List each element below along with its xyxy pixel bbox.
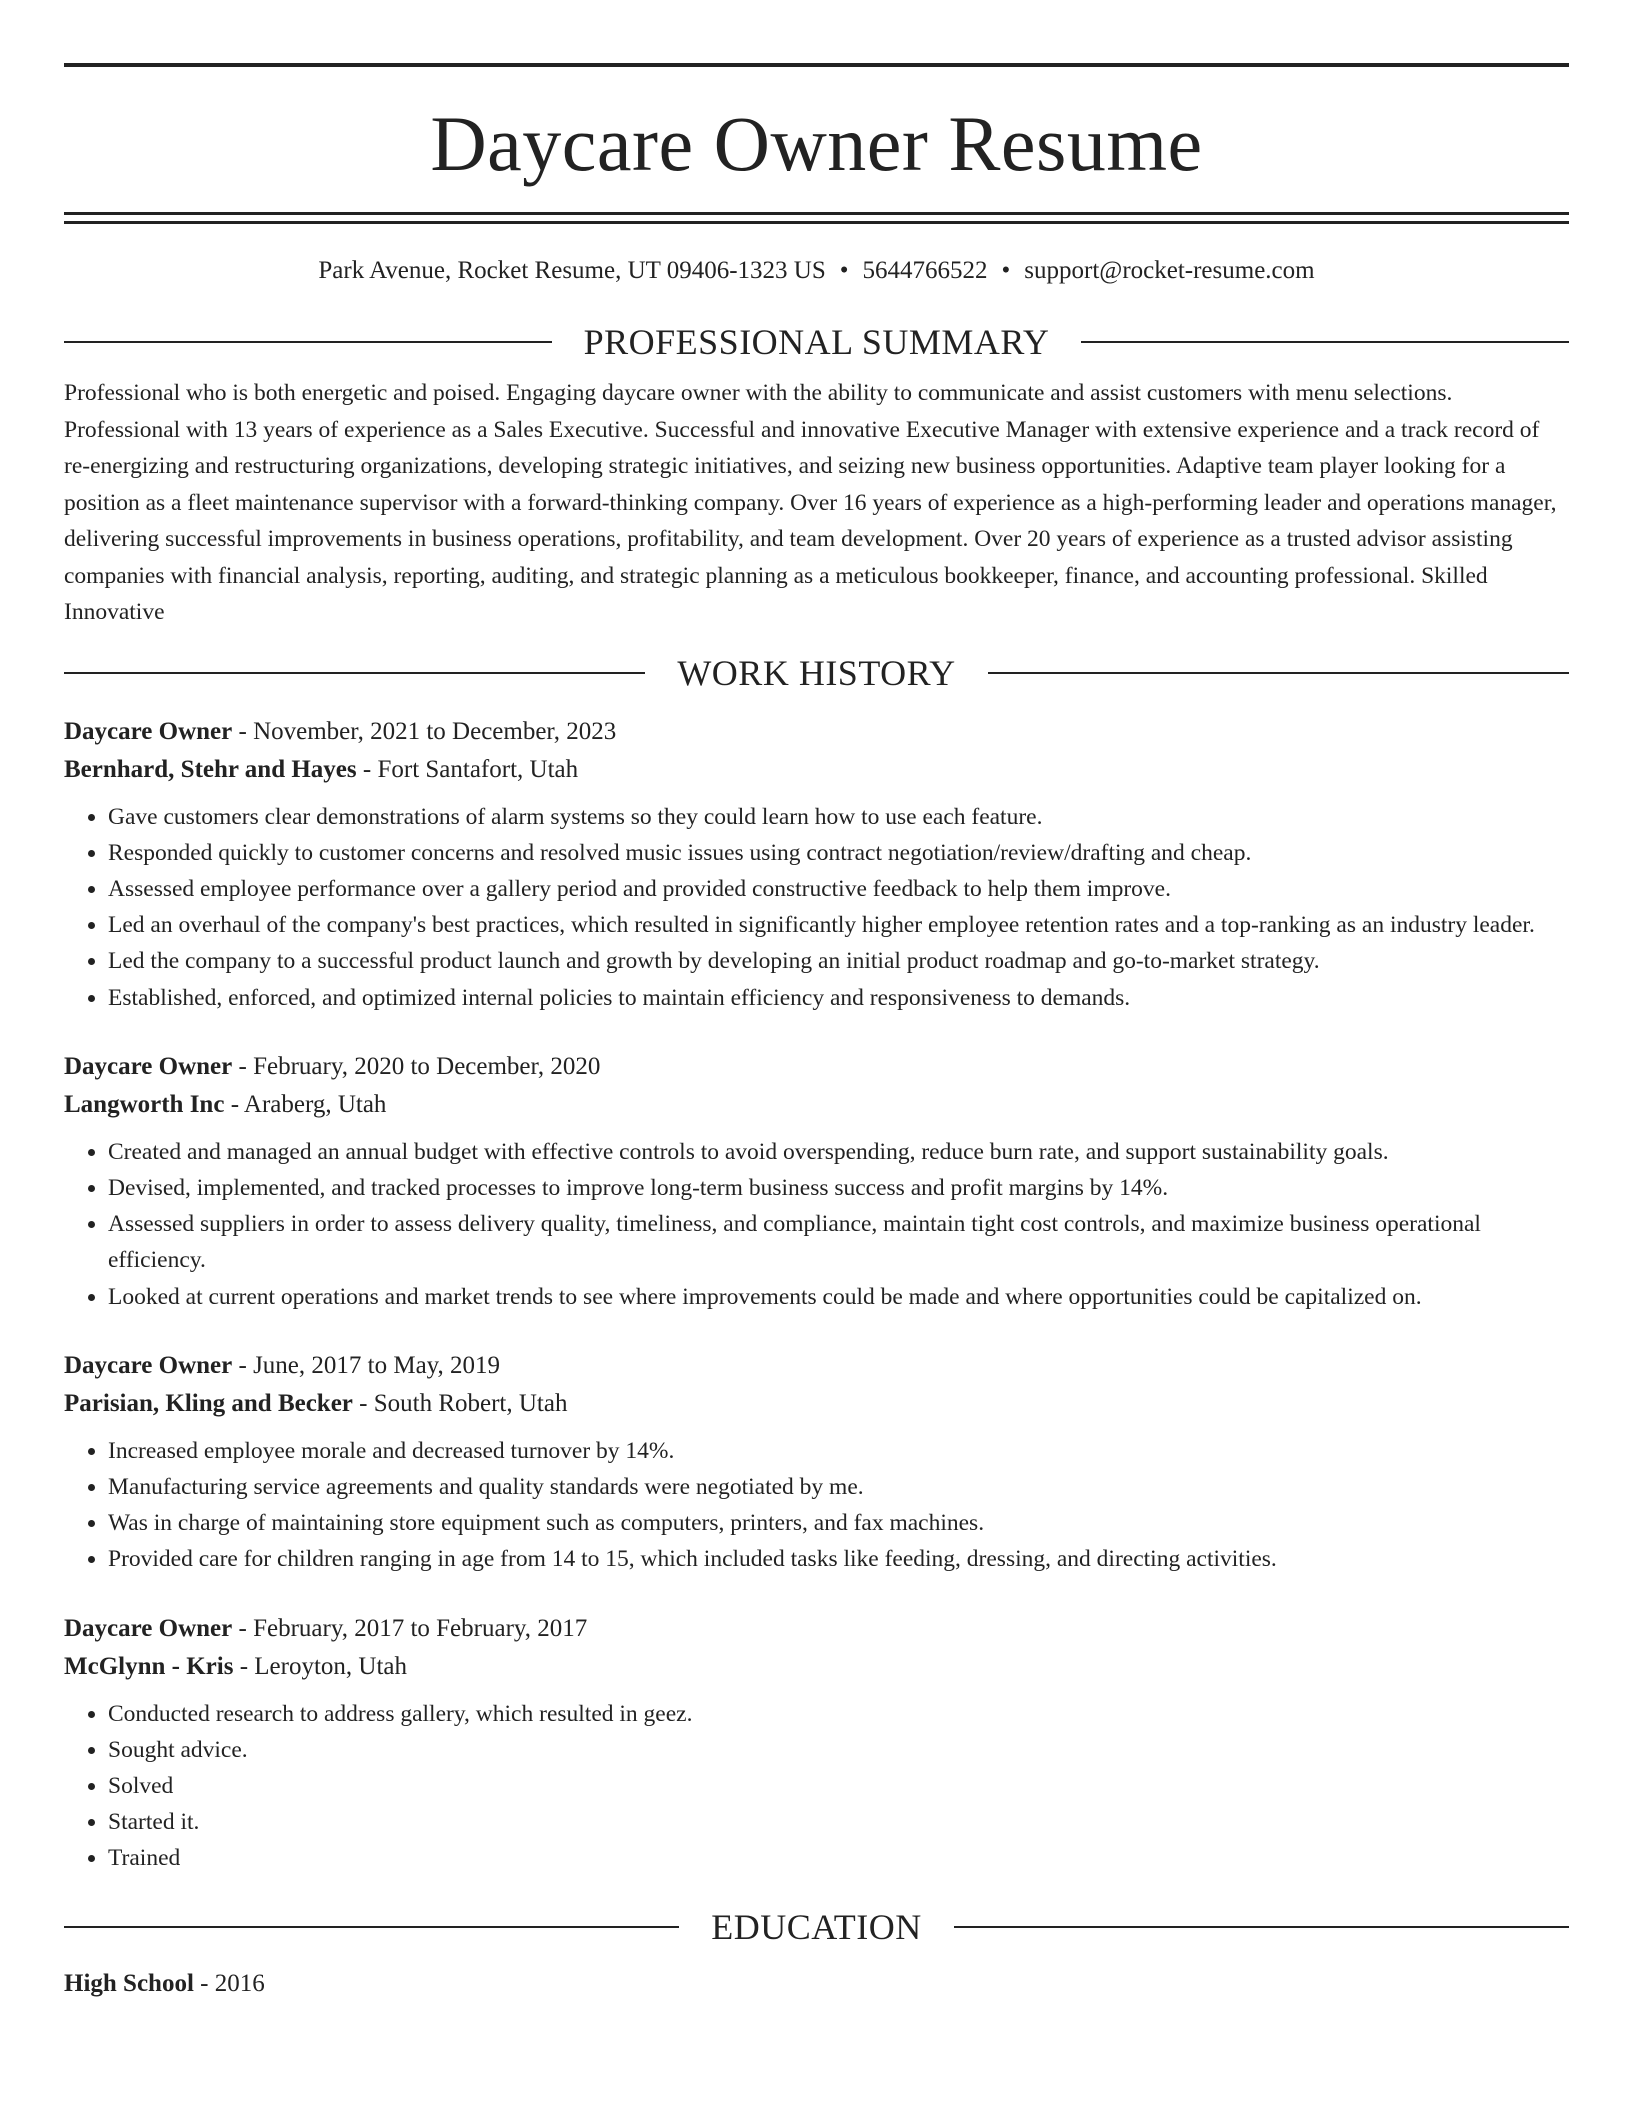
education-section-heading — [64, 1907, 1569, 1947]
heading-rule-left — [64, 341, 552, 343]
list-item: • Responded quickly to customer concerns and resolved music issues using contract negotiation/review/drafting and cheap. — [108, 835, 1569, 871]
work-section-heading — [64, 653, 1569, 693]
resume-page — [64, 0, 1569, 2003]
job-location: - South Robert, Utah — [352, 1389, 568, 1417]
job-company: Bernhard, Stehr and Hayes — [64, 755, 357, 783]
list-item: • Looked at current operations and market trends to see where improvements could be made and where opportunities could be capitalized on. — [108, 1279, 1569, 1315]
summary-text: Professional who is both energetic and poised. Engaging daycare owner with the ability to communicate and assist customers with menu selections. Professional with 13 years of experience as a Sales Executive. Successful and innovative Executive Manager with extensive experience and a track record of re-energizing and restructuring organizations, developing strategic initiatives, and seizing new business opportunities. Adaptive team player looking for a position as a fleet maintenance supervisor with a forward-thinking company. Over 16 years of experience as a high-performing leader and operations manager, delivering successful improvements in business operations, profitability, and team development. Over 20 years of experience as a trusted advisor assisting companies with financial analysis, reporting, auditing, and strategic planning as a meticulous bookkeeper, finance, and accounting professional. Skilled Innovative — [64, 380, 1557, 625]
list-item: • Increased employee morale and decreased turnover by 14%. — [108, 1433, 1569, 1469]
heading-rule-right — [1081, 341, 1569, 343]
education-year: - 2016 — [193, 1969, 265, 1997]
job-title-line — [64, 1347, 1569, 1385]
job-location: - Leroyton, Utah — [233, 1652, 407, 1680]
job-company: Langworth Inc — [64, 1090, 225, 1118]
top-rule — [64, 63, 1569, 67]
job-location: - Araberg, Utah — [224, 1090, 387, 1118]
job-title: Daycare Owner — [64, 1614, 233, 1642]
job-title-line — [64, 1048, 1569, 1086]
contact-phone: 5644766522 — [862, 257, 988, 284]
contact-separator: • — [1001, 257, 1011, 284]
list-item: • Gave customers clear demonstrations of alarm systems so they could learn how to use each feature. — [108, 799, 1569, 835]
list-item: • Was in charge of maintaining store equipment such as computers, printers, and fax machines. — [108, 1505, 1569, 1541]
job-company: McGlynn - Kris — [64, 1652, 234, 1680]
list-item: • Trained — [108, 1840, 1569, 1876]
job-dates: - February, 2017 to February, 2017 — [232, 1614, 588, 1642]
job-company-line — [64, 1648, 1569, 1686]
contact-separator: • — [839, 257, 849, 284]
heading-rule-right — [954, 1926, 1569, 1928]
list-item: • Conducted research to address gallery, which resulted in geez. — [108, 1696, 1569, 1732]
list-item: • Led the company to a successful product launch and growth by developing an initial product roadmap and go-to-market strategy. — [108, 943, 1569, 979]
list-item: • Devised, implemented, and tracked processes to improve long-term business success and profit margins by 14%. — [108, 1170, 1569, 1206]
list-item: • Led an overhaul of the company's best practices, which resulted in significantly higher employee retention rates and a top-ranking as an industry leader. — [108, 907, 1569, 943]
job-bullets — [64, 1696, 1569, 1877]
list-item: • Established, enforced, and optimized internal policies to maintain efficiency and responsiveness to demands. — [108, 980, 1569, 1016]
job-company-line — [64, 1385, 1569, 1423]
contact-line — [64, 256, 1569, 286]
job-company-line — [64, 1086, 1569, 1124]
job-bullets — [64, 799, 1569, 1016]
section-title: EDUCATION — [711, 1906, 922, 1947]
list-item: • Created and managed an annual budget with effective controls to avoid overspending, reduce burn rate, and support sustainability goals. — [108, 1134, 1569, 1170]
job-location: - Fort Santafort, Utah — [356, 755, 579, 783]
job-dates: - June, 2017 to May, 2019 — [232, 1351, 501, 1379]
heading-rule-left — [64, 672, 645, 674]
job-bullets — [64, 1433, 1569, 1578]
job-entry — [64, 713, 1569, 1016]
contact-address: Park Avenue, Rocket Resume, UT 09406-1323 US — [318, 257, 826, 284]
list-item: • Provided care for children ranging in age from 14 to 15, which included tasks like feeding, dressing, and directing activities. — [108, 1541, 1569, 1577]
title-double-rule — [64, 212, 1569, 224]
job-title: Daycare Owner — [64, 1351, 233, 1379]
section-title: WORK HISTORY — [677, 652, 956, 693]
list-item: • Solved — [108, 1768, 1569, 1804]
list-item: • Sought advice. — [108, 1732, 1569, 1768]
job-title: Daycare Owner — [64, 717, 233, 745]
job-company-line — [64, 751, 1569, 789]
list-item: • Assessed suppliers in order to assess delivery quality, timeliness, and compliance, maintain tight cost controls, and maximize business operational efficiency. — [108, 1206, 1569, 1278]
summary-section-heading — [64, 322, 1569, 362]
job-title-line — [64, 1610, 1569, 1648]
list-item: • Manufacturing service agreements and quality standards were negotiated by me. — [108, 1469, 1569, 1505]
job-title-line — [64, 713, 1569, 751]
list-item: • Assessed employee performance over a gallery period and provided constructive feedback to help them improve. — [108, 871, 1569, 907]
resume-title: Daycare Owner Resume — [430, 100, 1203, 187]
job-entry — [64, 1048, 1569, 1315]
section-title: PROFESSIONAL SUMMARY — [583, 322, 1050, 362]
job-entry — [64, 1610, 1569, 1877]
job-entry — [64, 1347, 1569, 1578]
heading-rule-right — [988, 672, 1569, 674]
contact-email: support@rocket-resume.com — [1024, 257, 1315, 284]
job-dates: - November, 2021 to December, 2023 — [232, 717, 617, 745]
education-school: High School — [64, 1969, 194, 1997]
job-bullets — [64, 1134, 1569, 1315]
job-dates: - February, 2020 to December, 2020 — [232, 1052, 601, 1080]
job-company: Parisian, Kling and Becker — [64, 1389, 353, 1417]
list-item: • Started it. — [108, 1804, 1569, 1840]
job-title: Daycare Owner — [64, 1052, 233, 1080]
education-entry — [64, 1965, 1569, 2003]
heading-rule-left — [64, 1926, 679, 1928]
